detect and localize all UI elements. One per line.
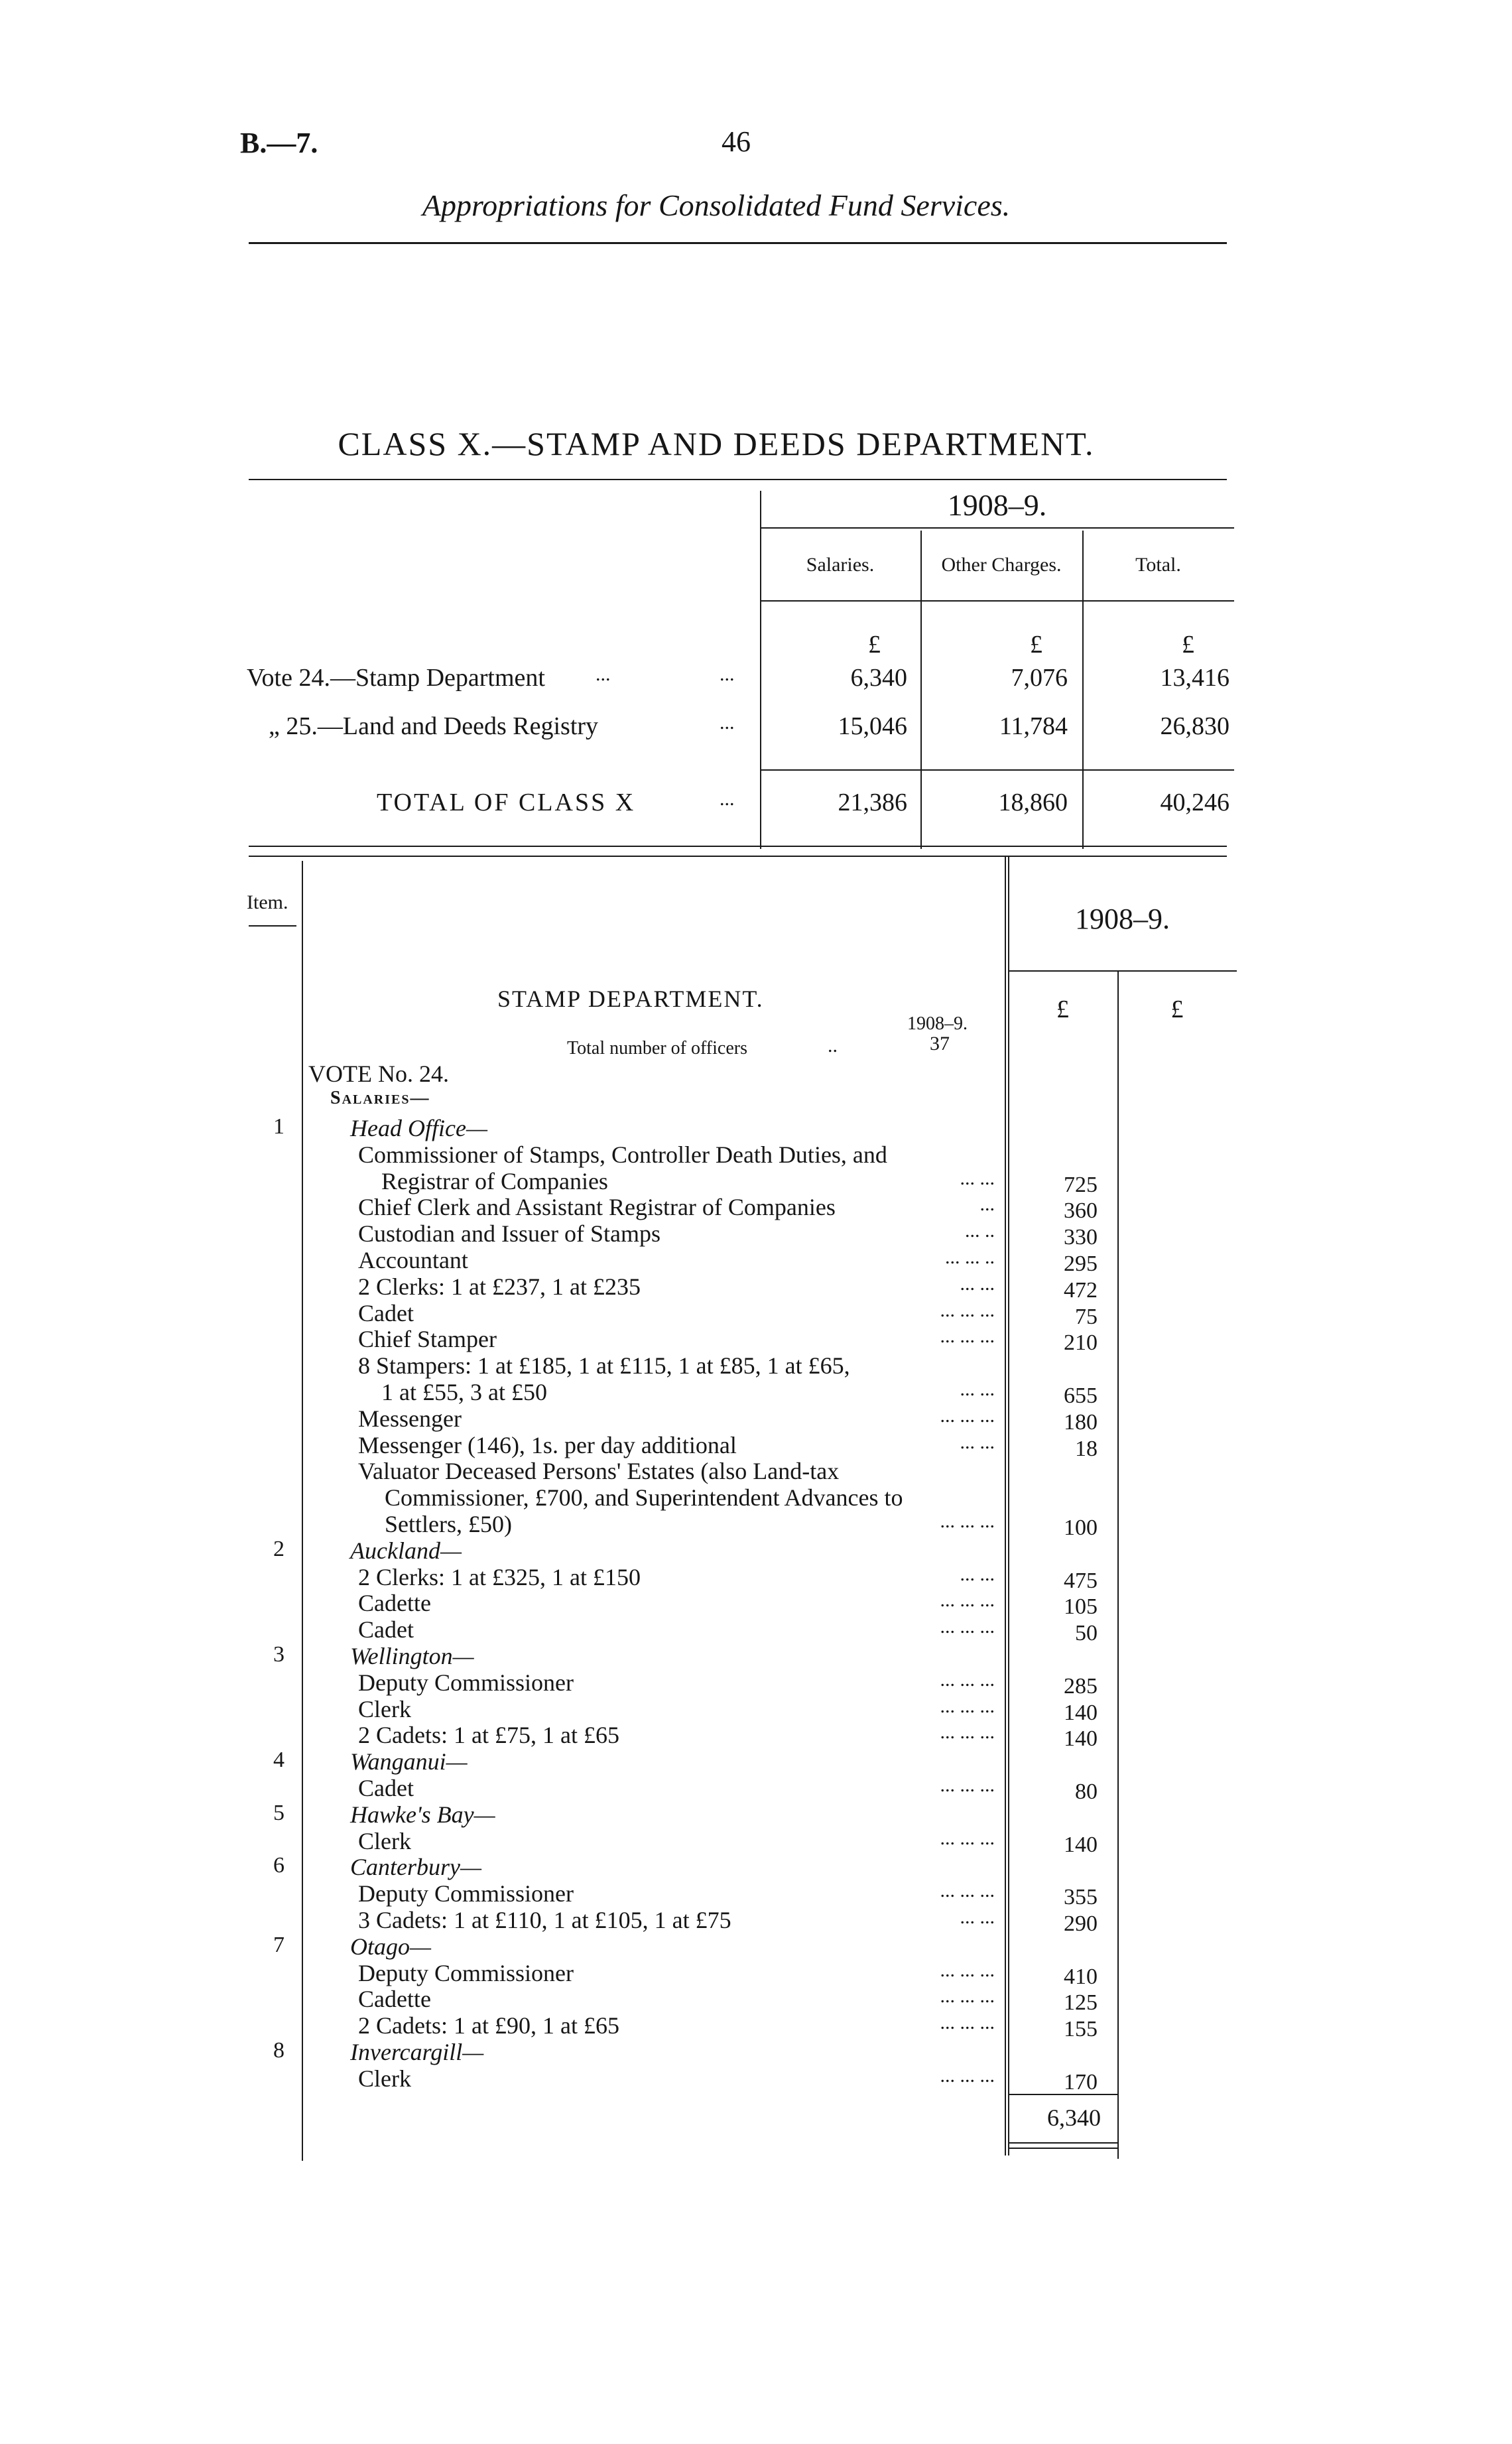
position-line: 2 Clerks: 1 at £325, 1 at £150: [358, 1563, 641, 1590]
summary-row-dots: ...: [596, 663, 611, 685]
amount-value: 725: [1064, 1172, 1098, 1197]
year-column-header: 1908–9.: [1075, 903, 1170, 935]
total-bottom-rule-2: [1008, 2148, 1117, 2149]
leader-dots: ... ... ...: [940, 1827, 995, 1849]
summary-currency: £: [868, 631, 881, 659]
amount-value: 410: [1064, 1964, 1098, 1989]
officers-count: 37: [930, 1033, 950, 1055]
header-rule: [249, 242, 1227, 244]
summary-column-header: Salaries.: [806, 554, 875, 576]
position-line: Chief Clerk and Assistant Registrar of Companies: [358, 1194, 836, 1221]
leader-dots: ... ... ...: [940, 1616, 995, 1638]
summary-bottom-rule: [249, 846, 1227, 847]
summary-other-charges: 18,860: [998, 789, 1068, 816]
summary-year-rule: [760, 527, 1234, 529]
item-column-header: Item.: [247, 891, 288, 913]
leader-dots: ... ...: [960, 1378, 995, 1400]
item-number: 5: [273, 1800, 284, 1825]
amount-value: 330: [1064, 1225, 1098, 1250]
leader-dots: ... ...: [960, 1167, 995, 1189]
class-title: CLASS X.—STAMP AND DEEDS DEPARTMENT.: [338, 425, 1095, 462]
summary-salaries: 21,386: [838, 789, 907, 816]
leader-dots: ...: [979, 1193, 995, 1216]
office-heading: Auckland—: [350, 1537, 462, 1564]
summary-salaries: 15,046: [838, 712, 907, 740]
year-header-rule: [1008, 970, 1237, 972]
summary-other-charges: 7,076: [1011, 664, 1068, 692]
position-line: Registrar of Companies: [381, 1167, 608, 1194]
amount-value: 285: [1064, 1673, 1098, 1699]
position-line: Deputy Commissioner: [358, 1959, 574, 1986]
leader-dots: ... ... ...: [940, 1695, 995, 1717]
position-line: Cadette: [358, 1986, 431, 2013]
amount-value: 100: [1064, 1515, 1098, 1540]
summary-top-rule: [249, 479, 1227, 480]
position-line: Clerk: [358, 1827, 411, 1854]
position-line: Clerk: [358, 1695, 411, 1722]
position-line: Cadet: [358, 1616, 414, 1643]
leader-dots: ... ...: [960, 1563, 995, 1585]
position-line: Commissioner of Stamps, Controller Death Duties, and: [358, 1141, 887, 1168]
summary-row-label: „ 25.—Land and Deeds Registry: [269, 712, 599, 740]
leader-dots: ... ...: [960, 1431, 995, 1453]
office-heading: Wanganui—: [350, 1748, 468, 1775]
position-line: Cadette: [358, 1590, 431, 1617]
office-heading: Invercargill—: [350, 2039, 484, 2065]
position-line: Messenger: [358, 1405, 462, 1432]
position-line: Accountant: [358, 1247, 468, 1273]
position-line: Cadet: [358, 1775, 414, 1801]
summary-column-header: Total.: [1135, 554, 1181, 576]
summary-row-dots: ...: [720, 788, 735, 810]
office-heading: Canterbury—: [350, 1854, 481, 1881]
leader-dots: ... ... ...: [940, 1668, 995, 1691]
leader-dots: ... ...: [960, 1906, 995, 1928]
amount-value: 140: [1064, 1726, 1098, 1752]
officers-year: 1908–9.: [907, 1013, 968, 1034]
position-line: Valuator Deceased Persons' Estates (also Land-tax: [358, 1458, 840, 1485]
amount-value: 125: [1064, 1990, 1098, 2016]
position-line: Deputy Commissioner: [358, 1669, 574, 1696]
item-number: 8: [273, 2038, 284, 2063]
summary-currency: £: [1182, 631, 1194, 659]
item-header-rule: [249, 925, 296, 927]
amount-value: 210: [1064, 1330, 1098, 1356]
department-heading: STAMP DEPARTMENT.: [497, 986, 764, 1012]
officers-dots: ..: [828, 1035, 838, 1057]
position-line: Messenger (146), 1s. per day additional: [358, 1431, 737, 1458]
summary-total-label: TOTAL OF CLASS X: [377, 789, 636, 816]
leader-dots: ... ...: [960, 1272, 995, 1295]
summary-row-dots: ...: [720, 712, 735, 734]
salaries-heading: Salaries—: [330, 1088, 430, 1108]
position-line: Commissioner, £700, and Superintendent Advances to: [385, 1484, 903, 1511]
position-line: 2 Cadets: 1 at £75, 1 at £65: [358, 1722, 619, 1749]
amount-value: 295: [1064, 1252, 1098, 1276]
position-line: Custodian and Issuer of Stamps: [358, 1220, 661, 1248]
leader-dots: ... ..: [965, 1220, 995, 1242]
position-line: 8 Stampers: 1 at £185, 1 at £115, 1 at £85, 1 at £65,: [358, 1352, 850, 1380]
amount-value: 18: [1075, 1436, 1098, 1461]
office-heading: Hawke's Bay—: [350, 1801, 495, 1828]
summary-row-dots: ...: [720, 663, 735, 685]
amount-value: 475: [1064, 1568, 1098, 1593]
position-line: Deputy Commissioner: [358, 1880, 574, 1907]
page-subtitle: Appropriations for Consolidated Fund Services.: [422, 188, 1011, 222]
amount-value: 290: [1064, 1911, 1098, 1936]
leader-dots: ... ... ...: [940, 1589, 995, 1612]
amount-value: 170: [1064, 2069, 1098, 2094]
leader-dots: ... ... ...: [940, 1880, 995, 1902]
summary-column-header: Other Charges.: [941, 554, 1062, 576]
amount-value: 140: [1064, 1700, 1098, 1725]
document-reference: B.—7.: [240, 127, 318, 159]
amount-value: 655: [1064, 1383, 1098, 1408]
summary-total: 40,246: [1160, 789, 1229, 816]
item-number: 1: [273, 1114, 284, 1139]
currency-column-1: £: [1056, 996, 1069, 1023]
amount-value: 80: [1075, 1779, 1098, 1804]
position-line: 3 Cadets: 1 at £110, 1 at £105, 1 at £75: [358, 1907, 731, 1933]
summary-total: 13,416: [1160, 664, 1229, 692]
officers-label: Total number of officers: [567, 1038, 747, 1059]
summary-head-rule: [760, 600, 1234, 602]
leader-dots: ... ... ...: [940, 1959, 995, 1981]
amount-value: 50: [1075, 1621, 1098, 1646]
total-bottom-rule: [1008, 2142, 1117, 2144]
item-number: 3: [273, 1642, 284, 1667]
currency-column-2: £: [1170, 996, 1184, 1023]
item-number: 4: [273, 1748, 284, 1773]
leader-dots: ... ... ...: [940, 1325, 995, 1348]
amount-value: 360: [1064, 1198, 1098, 1224]
amount-value: 140: [1064, 1832, 1098, 1857]
amount-value: 180: [1064, 1409, 1098, 1435]
summary-bottom-rule-2: [249, 856, 1227, 857]
leader-dots: ... ... ...: [940, 2012, 995, 2034]
summary-total: 26,830: [1160, 712, 1229, 740]
vote-heading: VOTE No. 24.: [308, 1061, 449, 1087]
summary-other-charges: 11,784: [999, 712, 1068, 740]
summary-salaries: 6,340: [850, 664, 907, 692]
item-number: 6: [273, 1853, 284, 1878]
item-column-rule: [302, 861, 303, 2161]
position-line: 2 Cadets: 1 at £90, 1 at £65: [358, 2012, 619, 2039]
item-number: 2: [273, 1536, 284, 1561]
position-line: Clerk: [358, 2065, 411, 2092]
amount-value: 472: [1064, 1277, 1098, 1303]
position-line: Cadet: [358, 1299, 414, 1326]
leader-dots: ... ... ...: [940, 2064, 995, 2087]
item-number: 7: [273, 1932, 284, 1957]
position-line: Settlers, £50): [385, 1511, 512, 1537]
vote-total: 6,340: [1047, 2104, 1101, 2131]
summary-year: 1908–9.: [947, 488, 1047, 522]
leader-dots: ... ... ...: [940, 1510, 995, 1532]
position-line: Chief Stamper: [358, 1326, 497, 1353]
total-column-rule: [1117, 972, 1119, 2159]
leader-dots: ... ... ...: [940, 1404, 995, 1427]
leader-dots: ... ... ..: [945, 1246, 995, 1268]
summary-total-rule: [760, 769, 1234, 771]
position-line: 2 Clerks: 1 at £237, 1 at £235: [358, 1273, 641, 1300]
amount-column-rule: [1005, 856, 1006, 2155]
amount-value: 355: [1064, 1885, 1098, 1910]
amount-value: 155: [1064, 2017, 1098, 2042]
office-heading: Otago—: [350, 1933, 432, 1960]
office-heading: Wellington—: [350, 1643, 474, 1669]
leader-dots: ... ... ...: [940, 1774, 995, 1796]
leader-dots: ... ... ...: [940, 1721, 995, 1744]
amount-value: 105: [1064, 1594, 1098, 1620]
position-line: 1 at £55, 3 at £50: [381, 1379, 547, 1405]
page-number: 46: [722, 125, 751, 158]
amount-column-rule-2: [1008, 856, 1009, 2155]
summary-row-label: Vote 24.—Stamp Department: [247, 664, 545, 692]
leader-dots: ... ... ...: [940, 1985, 995, 2008]
office-heading: Head Office—: [350, 1115, 487, 1141]
summary-currency: £: [1030, 631, 1042, 659]
leader-dots: ... ... ...: [940, 1299, 995, 1321]
amount-value: 75: [1075, 1304, 1098, 1329]
